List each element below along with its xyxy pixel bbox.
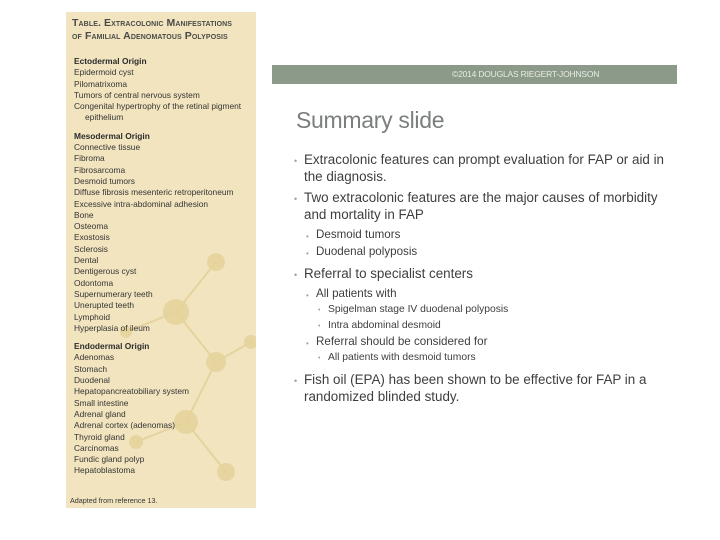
group-heading: Mesodermal Origin xyxy=(74,130,150,141)
bullet-level1: • Referral to specialist centers xyxy=(294,265,674,282)
bullet-level1: • Fish oil (EPA) has been shown to be effective for FAP in a randomized blinded study. xyxy=(294,371,647,404)
list-item: Dentigerous cyst xyxy=(74,266,137,277)
list-item: Epidermoid cyst xyxy=(74,67,134,78)
group-heading: Ectodermal Origin xyxy=(74,56,147,66)
table-group-mesodermal xyxy=(74,131,256,334)
list-item: Small intestine xyxy=(74,397,129,408)
bullet-dot-icon: • xyxy=(306,339,309,348)
bullet-dot-icon: • xyxy=(294,375,298,386)
bullet-level1: • Extracolonic features can prompt evaluation for FAP or aid in the diagnosis. xyxy=(294,152,665,184)
bullet-level2: • All patients with xyxy=(294,286,674,302)
list-item: Fibrosarcoma xyxy=(74,164,126,175)
list-item: Congenital hypertrophy of the retinal pigment xyxy=(74,101,242,112)
bullet-dot-icon: • xyxy=(318,307,321,314)
bullet-level2: • Desmoid tumors xyxy=(294,227,674,243)
list-item: Duodenal xyxy=(74,375,110,386)
list-item: Diffuse fibrosis mesenteric retroperitoneum xyxy=(74,187,234,198)
bullet-level3: • Intra abdominal desmoid xyxy=(294,319,674,334)
list-item: Odontoma xyxy=(74,277,114,288)
table-group-ectodermal xyxy=(74,56,256,124)
bullet-level1: • Two extracolonic features are the major causes of morbidity and mortality in FAP xyxy=(294,190,658,222)
list-item: Hepatoblastoma xyxy=(74,465,135,476)
list-item: Hepatopancreatobiliary system xyxy=(74,386,189,397)
list-item: Osteoma xyxy=(74,221,108,232)
list-item: Thyroid gland xyxy=(74,431,125,442)
table-title: Table. Extracolonic Manifestations of Familial Adenomatous Polyposis xyxy=(72,17,233,42)
list-item: Adrenal cortex (adenomas) xyxy=(74,420,176,431)
list-item: Adenomas xyxy=(74,352,115,363)
list-item: Lymphoid xyxy=(74,311,111,322)
bullet-level3: • Spigelman stage IV duodenal polyposis xyxy=(294,303,674,318)
list-item: Supernumerary teeth xyxy=(74,288,153,299)
list-item: Stomach xyxy=(74,363,108,374)
slide-title: Summary slide xyxy=(296,107,445,133)
group-heading: Endodermal Origin xyxy=(74,341,150,352)
bullet-dot-icon: • xyxy=(294,270,298,280)
bullet-dot-icon: • xyxy=(318,322,321,330)
list-item: Dental xyxy=(74,255,99,266)
list-item: Fibroma xyxy=(74,153,105,164)
bullet-level2: • Duodenal polyposis xyxy=(294,244,674,260)
list-item: Unerupted teeth xyxy=(74,300,135,311)
bullet-level3: • All patients with desmoid tumors xyxy=(294,351,674,366)
list-item: Exostosis xyxy=(74,232,110,243)
bullet-dot-icon: • xyxy=(306,232,309,241)
bullet-dot-icon: • xyxy=(294,156,298,166)
bullet-dot-icon: • xyxy=(318,355,321,362)
bullet-level2: • Referral should be considered for xyxy=(294,334,674,350)
summary-slide xyxy=(272,65,677,404)
slide-header-bar xyxy=(272,65,677,84)
table-footer: Adapted from reference 13. xyxy=(70,496,158,505)
list-item: Fundic gland polyp xyxy=(74,454,145,465)
bullet-list xyxy=(294,151,674,409)
bullet-dot-icon: • xyxy=(294,194,298,204)
list-item: Desmoid tumors xyxy=(74,175,135,186)
table-group-endodermal xyxy=(74,341,256,477)
bullet-dot-icon: • xyxy=(306,249,309,258)
bullet-dot-icon: • xyxy=(306,291,309,300)
list-item: Carcinomas xyxy=(74,442,119,453)
list-item: Excessive intra-abdominal adhesion xyxy=(74,198,209,209)
extracolonic-table xyxy=(66,12,256,508)
list-item: Connective tissue xyxy=(74,142,141,153)
list-item: Hyperplasia of ileum xyxy=(74,322,150,333)
list-item: Sclerosis xyxy=(74,243,108,254)
table-body xyxy=(74,56,256,484)
list-item: Tumors of central nervous system xyxy=(74,89,200,100)
list-item: Adrenal gland xyxy=(74,408,126,419)
copyright-text: ©2014 DOUGLAS RIEGERT-JOHNSON xyxy=(452,69,600,79)
list-item: epithelium xyxy=(85,112,124,123)
list-item: Pilomatrixoma xyxy=(74,78,128,89)
list-item: Bone xyxy=(74,209,94,220)
